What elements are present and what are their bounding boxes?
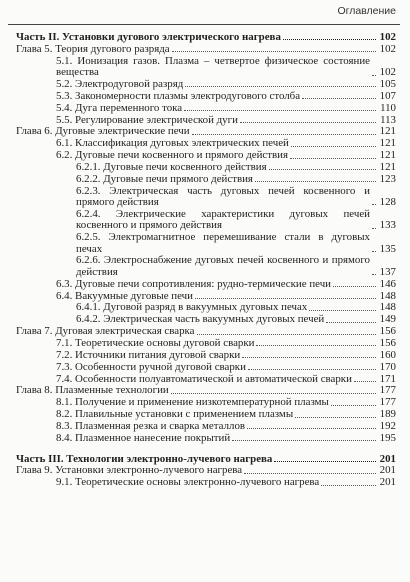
toc-entry-title: 6.2.2. Дуговые печи прямого действия — [76, 172, 253, 185]
toc-page-number: 107 — [379, 89, 396, 102]
dot-leader — [309, 310, 376, 311]
toc-entry-title: 6.1. Классификация дуговых электрических печей — [56, 137, 289, 150]
dot-leader — [248, 369, 376, 370]
toc-page-number: 156 — [379, 336, 396, 349]
toc-page-number: 133 — [379, 219, 396, 232]
toc-page-number: 146 — [379, 277, 396, 290]
running-head: Оглавление — [337, 5, 396, 17]
toc-section[interactable] — [16, 186, 396, 209]
toc-section[interactable] — [16, 91, 396, 102]
toc-page-number: 189 — [379, 408, 396, 421]
dot-leader — [192, 134, 376, 135]
toc-section[interactable] — [16, 255, 396, 278]
toc-entry-title: 6.2.4. Электрические характеристики дуговых печей косвенного и прямого действия — [76, 207, 370, 232]
dot-leader — [232, 440, 376, 441]
toc-entry-title: Часть III. Технологии электронно-лучевого нагрева — [16, 452, 273, 465]
toc-entry-title: 6.3. Дуговые печи сопротивления: рудно-термические печи — [56, 277, 332, 290]
toc-page-number: 102 — [379, 31, 396, 43]
toc-part[interactable] — [16, 454, 396, 465]
toc-page-number: 195 — [379, 431, 396, 444]
dot-leader — [372, 75, 376, 76]
toc-page-number: 105 — [379, 77, 396, 90]
toc-section[interactable] — [16, 103, 396, 114]
toc-page-number: 135 — [379, 242, 396, 255]
toc-section[interactable] — [16, 79, 396, 90]
toc-section[interactable] — [16, 314, 396, 325]
dot-leader — [331, 405, 376, 406]
toc-page-number: 123 — [379, 172, 396, 185]
toc-page-number: 177 — [379, 396, 396, 409]
toc-entry-title: 8.3. Плазменная резка и сварка металлов — [56, 419, 246, 432]
toc-entry-title: 5.4. Дуга переменного тока — [56, 101, 183, 114]
toc-entry-title: 5.5. Регулирование электрической дуги — [56, 113, 238, 126]
dot-leader — [244, 473, 376, 474]
toc-chapter[interactable] — [16, 326, 396, 337]
dot-leader — [247, 428, 376, 429]
toc-section[interactable] — [16, 477, 396, 488]
toc-page-number: 121 — [379, 149, 396, 162]
toc-section[interactable] — [16, 56, 396, 79]
toc-section[interactable] — [16, 433, 396, 444]
toc-page-number: 128 — [379, 196, 396, 209]
dot-leader — [195, 298, 376, 299]
toc-chapter[interactable] — [16, 126, 396, 137]
toc-page-number: 113 — [380, 113, 396, 126]
dot-leader — [302, 98, 376, 99]
toc-entry-title: 6.4.2. Электрическая часть вакуумных дуговых печей — [76, 313, 325, 326]
toc-page-number: 170 — [379, 360, 396, 373]
toc-section[interactable] — [16, 397, 396, 408]
toc-entry-title: 9.1. Теоретические основы электронно-лучевого нагрева — [56, 476, 320, 489]
dot-leader — [354, 381, 376, 382]
toc-section[interactable] — [16, 291, 396, 302]
dot-leader — [333, 286, 376, 287]
toc-page-number: 110 — [380, 101, 396, 114]
toc-entry-title: 5.1. Ионизация газов. Плазма – четвертое физическое состояние вещества — [56, 54, 370, 79]
toc-section[interactable] — [16, 232, 396, 255]
toc-section[interactable] — [16, 338, 396, 349]
toc-page-number: 156 — [379, 325, 396, 338]
toc-entry-title: 6.4.1. Дуговой разряд в вакуумных дуговых печах — [76, 301, 308, 314]
dot-leader — [326, 322, 376, 323]
toc-page-number: 148 — [379, 301, 396, 314]
dot-leader — [185, 86, 376, 87]
toc-section[interactable] — [16, 374, 396, 385]
dot-leader — [184, 110, 376, 111]
toc-entry-title: 6.4. Вакуумные дуговые печи — [56, 289, 193, 302]
toc-section[interactable] — [16, 162, 396, 173]
toc-entry-title: Глава 9. Установки электронно-лучевого нагрева — [16, 464, 243, 477]
toc-page-number: 160 — [379, 348, 396, 361]
toc-page-number: 171 — [379, 372, 396, 385]
dot-leader — [372, 274, 376, 275]
toc-section[interactable] — [16, 279, 396, 290]
dot-leader — [372, 204, 376, 205]
dot-leader — [172, 51, 376, 52]
toc-page-number: 201 — [379, 464, 396, 477]
toc-entry-title: 7.3. Особенности ручной дуговой сварки — [56, 360, 246, 373]
toc-page-number: 149 — [379, 313, 396, 326]
toc-page-number: 121 — [379, 125, 396, 138]
toc-page-number: 121 — [379, 137, 396, 150]
toc-entry-title: Глава 7. Дуговая электрическая сварка — [16, 325, 195, 338]
toc-page-number: 121 — [379, 160, 396, 173]
toc-entry-title: Глава 5. Теория дугового разряда — [16, 42, 170, 55]
toc-entry-title: 6.2.5. Электромагнитное перемешивание стали в дуговых печах — [76, 231, 370, 255]
header-rule — [8, 24, 400, 25]
toc-section[interactable] — [16, 421, 396, 432]
toc-entry-title: 6.2.6. Электроснабжение дуговых печей косвенного и прямого действия — [76, 254, 370, 278]
toc-page-number: 192 — [379, 419, 396, 432]
toc-page-number: 102 — [379, 42, 396, 55]
toc-entry-title: 6.2. Дуговые печи косвенного и прямого действия — [56, 149, 288, 162]
toc-page-number: 102 — [379, 66, 396, 79]
toc-entry-title: Глава 8. Плазменные технологии — [16, 384, 169, 397]
dot-leader — [295, 417, 376, 418]
dot-leader — [321, 485, 376, 486]
toc-section[interactable] — [16, 302, 396, 313]
toc-entry-title: 5.2. Электродуговой разряд — [56, 77, 184, 90]
toc-entry-title: 8.2. Плавильные установки с применением плазмы — [56, 408, 294, 421]
dot-leader — [171, 393, 376, 394]
toc-section[interactable] — [16, 138, 396, 149]
toc-entry-title: Часть II. Установки дугового электрического нагрева — [16, 31, 281, 43]
table-of-contents — [16, 32, 396, 489]
toc-section[interactable] — [16, 115, 396, 126]
dot-leader — [197, 334, 376, 335]
dot-leader — [242, 357, 376, 358]
dot-leader — [291, 146, 376, 147]
toc-entry-title: 7.2. Источники питания дуговой сварки — [56, 348, 241, 361]
toc-entry-title: Глава 6. Дуговые электрические печи — [16, 125, 190, 138]
dot-leader — [255, 181, 376, 182]
dot-leader — [290, 158, 376, 159]
dot-leader — [274, 461, 376, 462]
toc-entry-title: 7.4. Особенности полуавтоматической и автоматической сварки — [56, 372, 352, 385]
toc-page-number: 201 — [379, 452, 396, 465]
toc-page-number: 201 — [379, 476, 396, 489]
toc-entry-title: 6.2.1. Дуговые печи косвенного действия — [76, 160, 267, 173]
toc-entry-title: 5.3. Закономерности плазмы электродугового столба — [56, 89, 301, 102]
toc-entry-title: 6.2.3. Электрическая часть дуговых печей косвенного и прямого действия — [76, 184, 370, 209]
toc-entry-title: 8.4. Плазменное нанесение покрытий — [56, 431, 231, 444]
toc-section[interactable] — [16, 150, 396, 161]
toc-part[interactable] — [16, 32, 396, 43]
toc-chapter[interactable] — [16, 465, 396, 476]
toc-section[interactable] — [16, 409, 396, 420]
dot-leader — [240, 122, 376, 123]
dot-leader — [372, 228, 376, 229]
toc-entry-title: 7.1. Теоретические основы дуговой сварки — [56, 336, 255, 349]
toc-page-number: 148 — [379, 289, 396, 302]
toc-chapter[interactable] — [16, 44, 396, 55]
toc-section[interactable] — [16, 209, 396, 232]
toc-entry-title: 8.1. Получение и применение низкотемпературной плазмы — [56, 396, 329, 409]
dot-leader — [256, 345, 376, 346]
dot-leader — [283, 39, 376, 40]
toc-page-number: 177 — [379, 384, 396, 397]
toc-page-number: 137 — [379, 265, 396, 278]
dot-leader — [269, 169, 376, 170]
toc-section[interactable] — [16, 350, 396, 361]
toc-section[interactable] — [16, 362, 396, 373]
toc-chapter[interactable] — [16, 385, 396, 396]
dot-leader — [372, 251, 376, 252]
toc-section[interactable] — [16, 174, 396, 185]
